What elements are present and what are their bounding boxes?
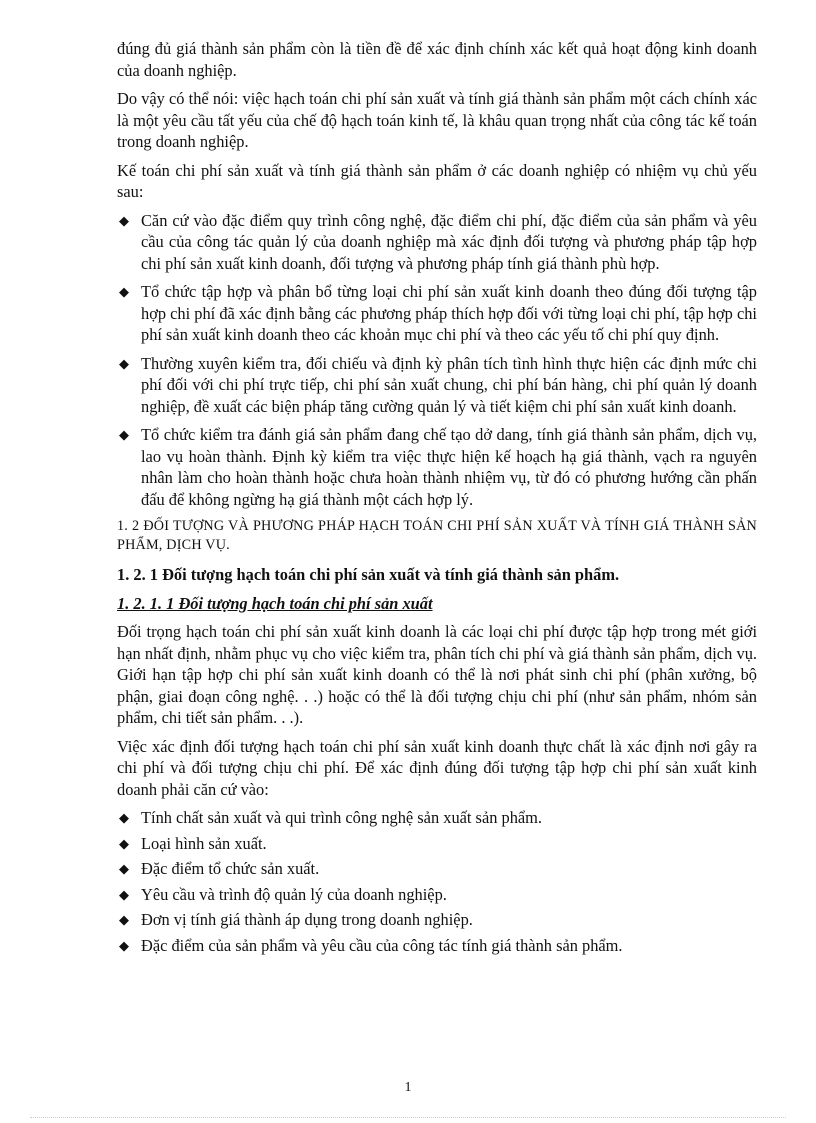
subsection-heading: 1. 2. 1 Đối tượng hạch toán chi phí sản xuất và tính giá thành sản phẩm. xyxy=(117,565,620,584)
diamond-bullet-icon: ◆ xyxy=(119,912,129,927)
diamond-bullet-icon: ◆ xyxy=(119,212,129,228)
footer-divider xyxy=(30,1117,786,1118)
list-item xyxy=(117,858,757,880)
list-item-text: Thường xuyên kiểm tra, đối chiếu và định kỳ phân tích tình hình thực hiện các định mức chi phí đối với chi phí trực tiếp, chi phí sản xuất chung, chi phí bán hàng, chi phí quản lý doanh nghiệp, đề xuất các biện pháp tăng cường quản lý và tiết kiệm chi phí sản xuất kinh doanh. xyxy=(141,353,757,416)
paragraph-determination: Việc xác định đối tượng hạch toán chi phí sản xuất kinh doanh thực chất là xác định nơi gây ra chi phí và đối tượng chịu chi phí. Để xác định đúng đối tượng tập hợp chi phí sản xuất kinh doanh phải căn cứ vào: xyxy=(117,736,757,799)
page-content xyxy=(117,38,757,960)
diamond-bullet-icon: ◆ xyxy=(119,886,129,902)
criteria-list xyxy=(117,807,757,956)
list-item-text: Yêu cầu và trình độ quản lý của doanh nghiệp. xyxy=(141,884,447,904)
diamond-bullet-icon: ◆ xyxy=(119,937,129,953)
diamond-bullet-icon: ◆ xyxy=(119,355,129,371)
list-item-text: Căn cứ vào đặc điểm quy trình công nghệ, đặc điểm chi phí, đặc điểm của sản phẩm và yêu cầu của công tác quản lý của doanh nghiệp mà xác định đối tượng và phương pháp tập hợp chi phí sản xuất kinh doanh, đối tượng và phương pháp tính giá thành phù hợp. xyxy=(141,210,757,273)
list-item-text: Tổ chức kiểm tra đánh giá sản phẩm đang chế tạo dở dang, tính giá thành sản phẩm, dịch vụ, lao vụ hoàn thành. Định kỳ kiểm tra việc thực hiện kế hoạch hạ giá thành, vạch ra nguyên nhân làm cho hoàn thành hoặc chưa hoàn thành nhiệm vụ, từ đó có phương hướng cần phấn đấu để không ngừng hạ giá thành một cách hợp lý. xyxy=(141,425,757,509)
list-item xyxy=(117,935,757,957)
list-item xyxy=(117,210,757,275)
list-item xyxy=(117,353,757,418)
paragraph-continuation: đúng đủ giá thành sản phẩm còn là tiền đề để xác định chính xác kết quả hoạt động kinh doanh của doanh nghiệp. xyxy=(117,39,757,80)
diamond-bullet-icon: ◆ xyxy=(119,427,129,442)
list-item xyxy=(117,884,757,906)
paragraph-conclusion xyxy=(117,88,757,153)
list-item-text: Tổ chức tập hợp và phân bổ từng loại chi phí sản xuất kinh doanh theo đúng đối tượng tập hợp chi phí đã xác định bằng các phương pháp thích hợp đối với từng loại chi phí, tập hợp chi phí sản xuất kinh doanh theo các khoản mục chi phí và theo các yếu tố chi phí quy định. xyxy=(141,282,757,344)
page-number: 1 xyxy=(404,1080,412,1095)
diamond-bullet-icon: ◆ xyxy=(119,835,129,851)
list-item xyxy=(117,807,757,829)
paragraph-tasks-intro: Kế toán chi phí sản xuất và tính giá thành sản phẩm ở các doanh nghiệp có nhiệm vụ chủ yếu sau: xyxy=(117,160,757,201)
list-item-text: Đặc điểm của sản phẩm và yêu cầu của công tác tính giá thành sản phẩm. xyxy=(141,935,623,955)
paragraph-definition: Đối trọng hạch toán chi phí sản xuất kinh doanh là các loại chi phí được tập hợp trong mét giới hạn nhất định, nhằm phục vụ cho việc kiểm tra, phân tích chi phí và giá thành sản phẩm, dịch vụ. Giới hạn tập hợp chi phí sản xuất kinh doanh có thể là nơi phát sinh chi phí (phân xưởng, bộ phận, giai đoạn công nghệ. . .) hoặc có thể là đối tượng chịu chi phí (như sản phẩm, nhóm sản phẩm, chi tiết sản phẩm. . .). xyxy=(117,622,757,727)
tasks-list xyxy=(117,210,757,511)
list-item xyxy=(117,833,757,855)
paragraph-conclusion-text: Do vậy có thể nói: việc hạch toán chi phí sản xuất và tính giá thành sản phẩm một cách chính xác là một yêu cầu tất yếu của chế độ hạch toán kinh tế, là khâu quan trọng nhất của công tác kế toán trong doanh nghiệp. xyxy=(117,89,757,151)
diamond-bullet-icon: ◆ xyxy=(119,861,129,876)
subsubsection-heading: 1. 2. 1. 1 Đối tượng hạch toán chi phí sản xuất xyxy=(117,593,433,613)
list-item-text: Đặc điểm tổ chức sản xuất. xyxy=(141,859,320,878)
list-item-text: Loại hình sản xuất. xyxy=(141,833,267,853)
list-item-text: Tính chất sản xuất và qui trình công nghệ sản xuất sản phẩm. xyxy=(141,808,543,827)
list-item-text: Đơn vị tính giá thành áp dụng trong doanh nghiệp. xyxy=(141,910,473,929)
list-item xyxy=(117,424,757,510)
diamond-bullet-icon: ◆ xyxy=(119,284,129,299)
diamond-bullet-icon: ◆ xyxy=(119,810,129,825)
list-item xyxy=(117,909,757,931)
list-item xyxy=(117,281,757,346)
section-heading: 1. 2 ĐỐI TƯỢNG VÀ PHƯƠNG PHÁP HẠCH TOÁN CHI PHÍ SẢN XUẤT VÀ TÍNH GIÁ THÀNH SẢN PHẨM, DỊCH VỤ. xyxy=(117,518,757,553)
